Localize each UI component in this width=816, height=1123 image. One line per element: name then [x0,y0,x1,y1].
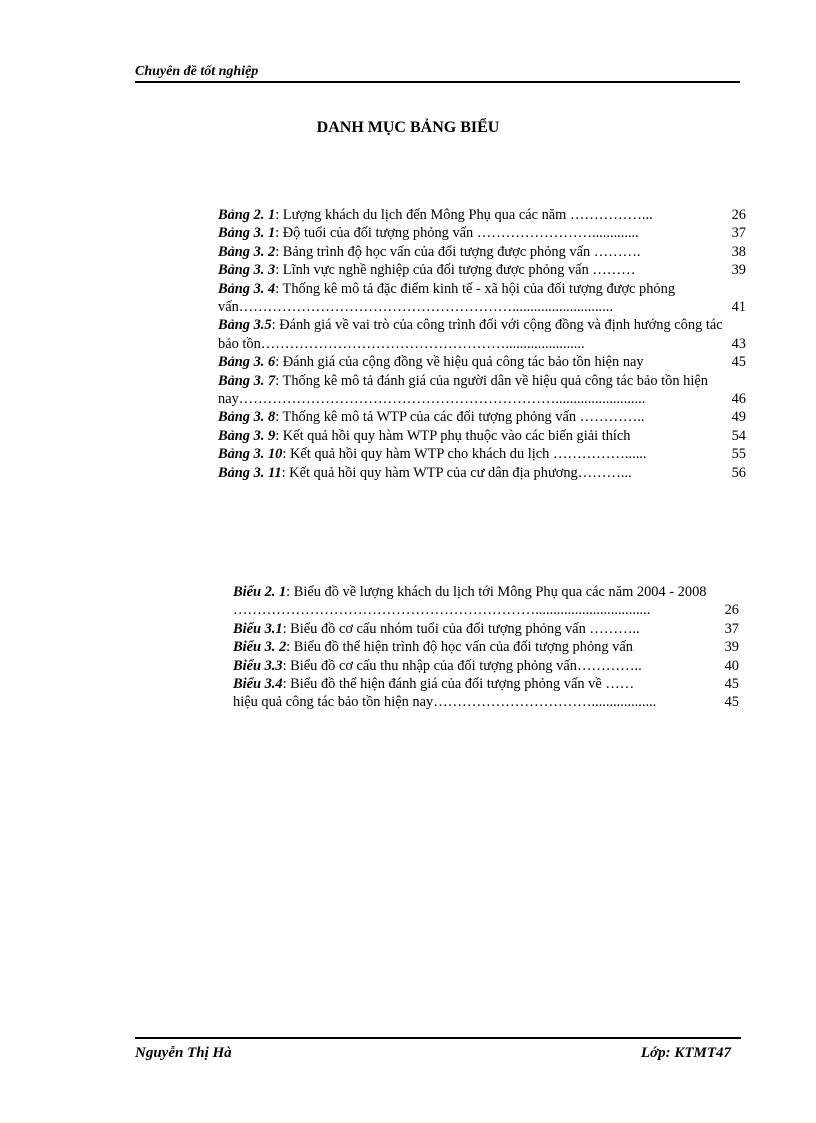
table-page-number: 49 [731,409,746,426]
table-label: Bảng 3. 10 [218,446,283,463]
chart-label: Biểu 3. 2 [233,639,287,656]
table-title: : Thống kê mô tả đánh giá của người dân về hiệu quả công tác bảo tồn hiện nay…………………………………………………………......................... [218,372,708,408]
table-label: Bảng 3. 3 [218,262,276,279]
table-page-number: 39 [731,262,746,279]
table-title: : Đánh giá của cộng đồng về hiệu quả công tác bảo tồn hiện nay [275,354,644,371]
table-entry[interactable] [218,261,746,279]
table-title: : Lượng khách du lịch đến Mông Phụ qua các năm ……………... [275,207,653,223]
table-label: Bảng 2. 1 [218,207,276,223]
table-label: Bảng 3. 11 [218,464,282,481]
chart-label: Biểu 3.3 [233,657,283,674]
page-title: DANH MỤC BẢNG BIỂU [316,119,500,136]
charts-list [233,583,739,712]
table-page-number: 43 [731,335,746,352]
chart-title: : Biểu đồ thể hiện đánh giá của đối tượng phỏng vấn về …… [282,676,635,693]
table-page-number: 38 [731,243,746,260]
table-title: : Kết quả hồi quy hàm WTP cho khách du lịch ……………...... [282,446,647,463]
chart-entry[interactable] [233,620,739,638]
table-entry[interactable] [218,445,746,463]
table-page-number: 54 [731,427,746,444]
table-page-number: 46 [731,391,746,408]
table-title: : Kết quả hồi quy hàm WTP phụ thuộc vào các biến giải thích [275,427,631,444]
page-footer [135,1037,741,1061]
chart-entry[interactable] [233,638,739,656]
table-title: : Bảng trình độ học vấn của đối tượng được phỏng vấn ………. [275,243,641,260]
table-page-number: 45 [731,354,746,371]
table-entry[interactable] [218,408,746,426]
table-page-number: 41 [731,299,746,316]
chart-page-number: 39 [724,639,739,656]
chart-title: : Biểu đồ cơ cấu nhóm tuổi của đối tượng phỏng vấn ……….. [282,620,640,637]
table-entry[interactable] [218,243,746,261]
chart-title: hiệu quả công tác bảo tồn hiện nay…………………………….................. [233,694,657,711]
table-label: Bảng 3. 8 [218,409,276,426]
table-entry[interactable] [218,372,746,409]
table-title: : Kết quả hồi quy hàm WTP của cư dân địa phương………... [281,464,632,481]
table-label: Bảng 3. 2 [218,243,276,260]
table-title: : Đánh giá về vai trò của công trình đối với cộng đồng và định hướng công tác bảo tồn……………………………………………...................... [218,317,723,352]
header-text: Chuyên đề tốt nghiệp [135,64,259,79]
table-label: Bảng 3. 4 [218,280,276,297]
table-page-number: 26 [731,207,746,223]
chart-label: Biểu 2. 1 [233,584,287,600]
table-entry[interactable] [218,224,746,242]
chart-page-number: 45 [724,676,739,693]
table-title: : Độ tuổi của đối tượng phỏng vấn ……………………............. [275,225,639,242]
table-entry[interactable] [218,316,746,353]
chart-title: : Biểu đồ thể hiện trình độ học vấn của đối tượng phỏng vấn [286,639,633,656]
table-entry[interactable] [218,427,746,445]
table-label: Bảng 3. 9 [218,427,276,444]
chart-page-number: 40 [724,657,739,674]
table-entry[interactable] [218,280,746,317]
chart-title: : Biểu đồ cơ cấu thu nhập của đối tượng phỏng vấn………….. [282,657,642,674]
footer-author: Nguyễn Thị Hà [135,1045,232,1061]
chart-label: Biểu 3.1 [233,620,283,637]
footer-class: Lớp: KTMT47 [640,1045,731,1061]
table-page-number: 56 [731,464,746,481]
table-entry[interactable] [218,464,746,482]
table-title: : Lĩnh vực nghề nghiệp của đối tượng được phỏng vấn ……… [275,262,636,279]
table-entry[interactable] [218,206,746,224]
chart-page-number: 37 [724,620,739,637]
chart-page-number: 45 [724,694,739,711]
table-label: Bảng 3. 7 [218,372,276,389]
table-label: Bảng 3. 1 [218,225,276,242]
table-entry[interactable] [218,353,746,371]
table-title: : Thống kê mô tả WTP của các đối tượng phỏng vấn ………….. [275,409,645,426]
tables-list [218,206,746,482]
chart-title: : Biểu đồ về lượng khách du lịch tới Mông Phụ qua các năm 2004 - 2008 ………………………………………………………................................ [233,584,707,619]
table-label: Bảng 3. 6 [218,354,276,371]
table-page-number: 55 [731,446,746,463]
table-page-number: 37 [731,225,746,242]
chart-page-number: 26 [724,602,739,619]
table-title: : Thống kê mô tả đặc điểm kinh tế - xã hội của đối tượng được phỏng vấn…………………………………………………............................ [218,280,676,316]
chart-entry[interactable] [233,675,739,693]
chart-entry[interactable] [233,583,739,620]
chart-entry-continuation[interactable] [233,693,739,711]
page-header [135,62,740,83]
chart-entry[interactable] [233,657,739,675]
table-label: Bảng 3.5 [218,317,272,334]
chart-label: Biểu 3.4 [233,676,283,693]
